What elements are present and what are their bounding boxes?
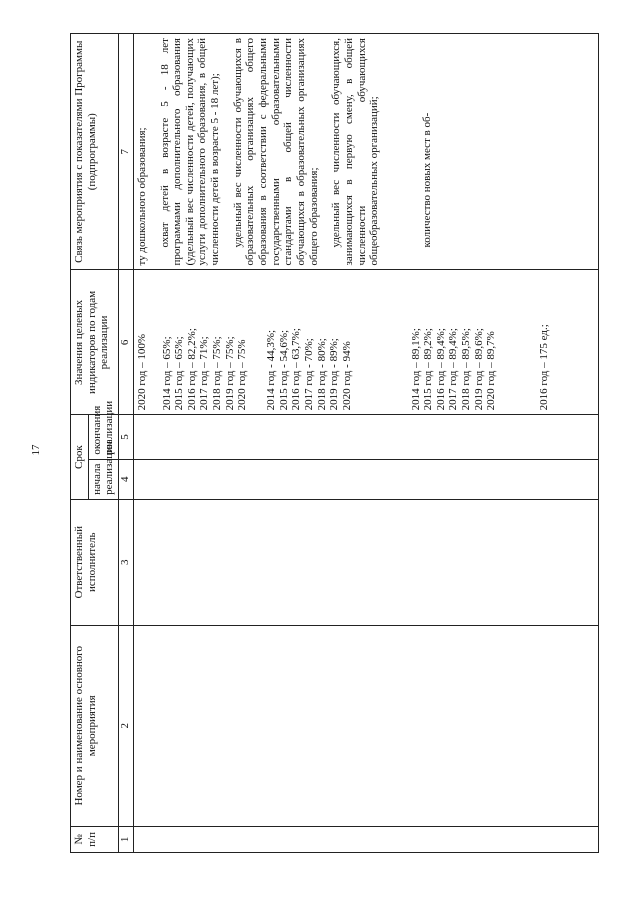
value-line: 2014 год – 89,1%; — [409, 328, 422, 411]
value-line: 2020 год – 89,7% — [485, 331, 498, 411]
cell-num — [133, 826, 598, 852]
column-number: 3 — [118, 499, 133, 625]
header-term-start: начала реализации — [88, 459, 118, 499]
page-number-text: 17 — [30, 444, 42, 456]
value-line: 2018 год – 89,5%; — [460, 328, 473, 411]
header-row — [71, 34, 89, 853]
cell-term-end — [133, 415, 598, 459]
value-line: 2016 год – 89,4%; — [434, 328, 447, 411]
value-line: 2015 год - 54,6%; — [277, 329, 290, 411]
column-number: 4 — [118, 459, 133, 499]
value-line: 2020 год – 75% — [236, 339, 249, 411]
value-line: 2017 год – 71%; — [198, 336, 211, 411]
value-line: 2016 год – 175 ед.; — [538, 324, 551, 411]
value-line: 2015 год – 89,2%; — [422, 328, 435, 411]
cell-program-link — [133, 34, 598, 270]
link-text: удельный вес численности обучающихся в образовательных организациях общего образования в соответствии с федеральными государственными образовательными стандартами в общей численности обучающихся в образовательных организациях общего образования; — [231, 38, 320, 266]
value-line: 2020 год - 94% — [340, 341, 353, 411]
column-number-row — [118, 34, 133, 853]
page-number — [30, 435, 42, 465]
link-text: удельный вес численности обучающихся, занимающихся в первую смену, в общей численности обучающихся общеобразовательных организаций; — [330, 38, 381, 266]
column-number: 5 — [118, 415, 133, 459]
measures-table — [70, 33, 599, 853]
value-line: 2018 год - 80%; — [315, 338, 328, 411]
header-link: Связь мероприятия с показателями Программы (подпрограммы) — [71, 34, 119, 270]
cell-name — [133, 625, 598, 826]
value-line: 2018 год – 75%; — [211, 336, 224, 411]
value-line: 2019 год - 89%; — [328, 338, 341, 411]
rotated-table-sheet — [42, 0, 598, 905]
link-text: ту дошкольного образования; — [135, 127, 148, 266]
table-row — [133, 34, 598, 853]
cell-term-start — [133, 459, 598, 499]
column-number: 2 — [118, 625, 133, 826]
value-line: 2017 год - 70%; — [302, 338, 315, 411]
value-line: 2019 год – 75%; — [223, 336, 236, 411]
value-line: 2014 год – 65%; — [160, 336, 173, 411]
header-term: Срок — [71, 415, 89, 500]
value-line: 2017 год – 89,4%; — [447, 328, 460, 411]
column-number: 1 — [118, 826, 133, 852]
column-number: 6 — [118, 270, 133, 415]
cell-executor — [133, 499, 598, 625]
value-line: 2020 год – 100% — [135, 333, 148, 411]
header-executor: Ответственный исполнитель — [71, 499, 119, 625]
header-num: № п/п — [71, 826, 119, 852]
cell-indicator-values — [133, 270, 598, 415]
value-line: 2016 год – 63,7%; — [290, 328, 303, 411]
header-name: Номер и наименование основного мероприятия — [71, 625, 119, 826]
header-indicators: Значения целевых индикаторов по годам реализации — [71, 270, 119, 415]
value-line: 2019 год – 89,6%; — [472, 328, 485, 411]
value-line: 2016 год – 82,2%; — [185, 328, 198, 411]
link-text: охват детей в возрасте 5 - 18 лет программами дополнительного образования (удельный вес численности детей, получающих услуги дополнительного образования, в общей численности детей в возрасте 5 - 18 лет); — [158, 38, 222, 266]
link-text: количество новых мест в об- — [420, 112, 433, 248]
value-line: 2015 год – 65%; — [173, 336, 186, 411]
value-line: 2014 год - 44,3%; — [265, 329, 278, 411]
column-number: 7 — [118, 34, 133, 270]
header-term-end: окончания реализации — [88, 415, 118, 459]
